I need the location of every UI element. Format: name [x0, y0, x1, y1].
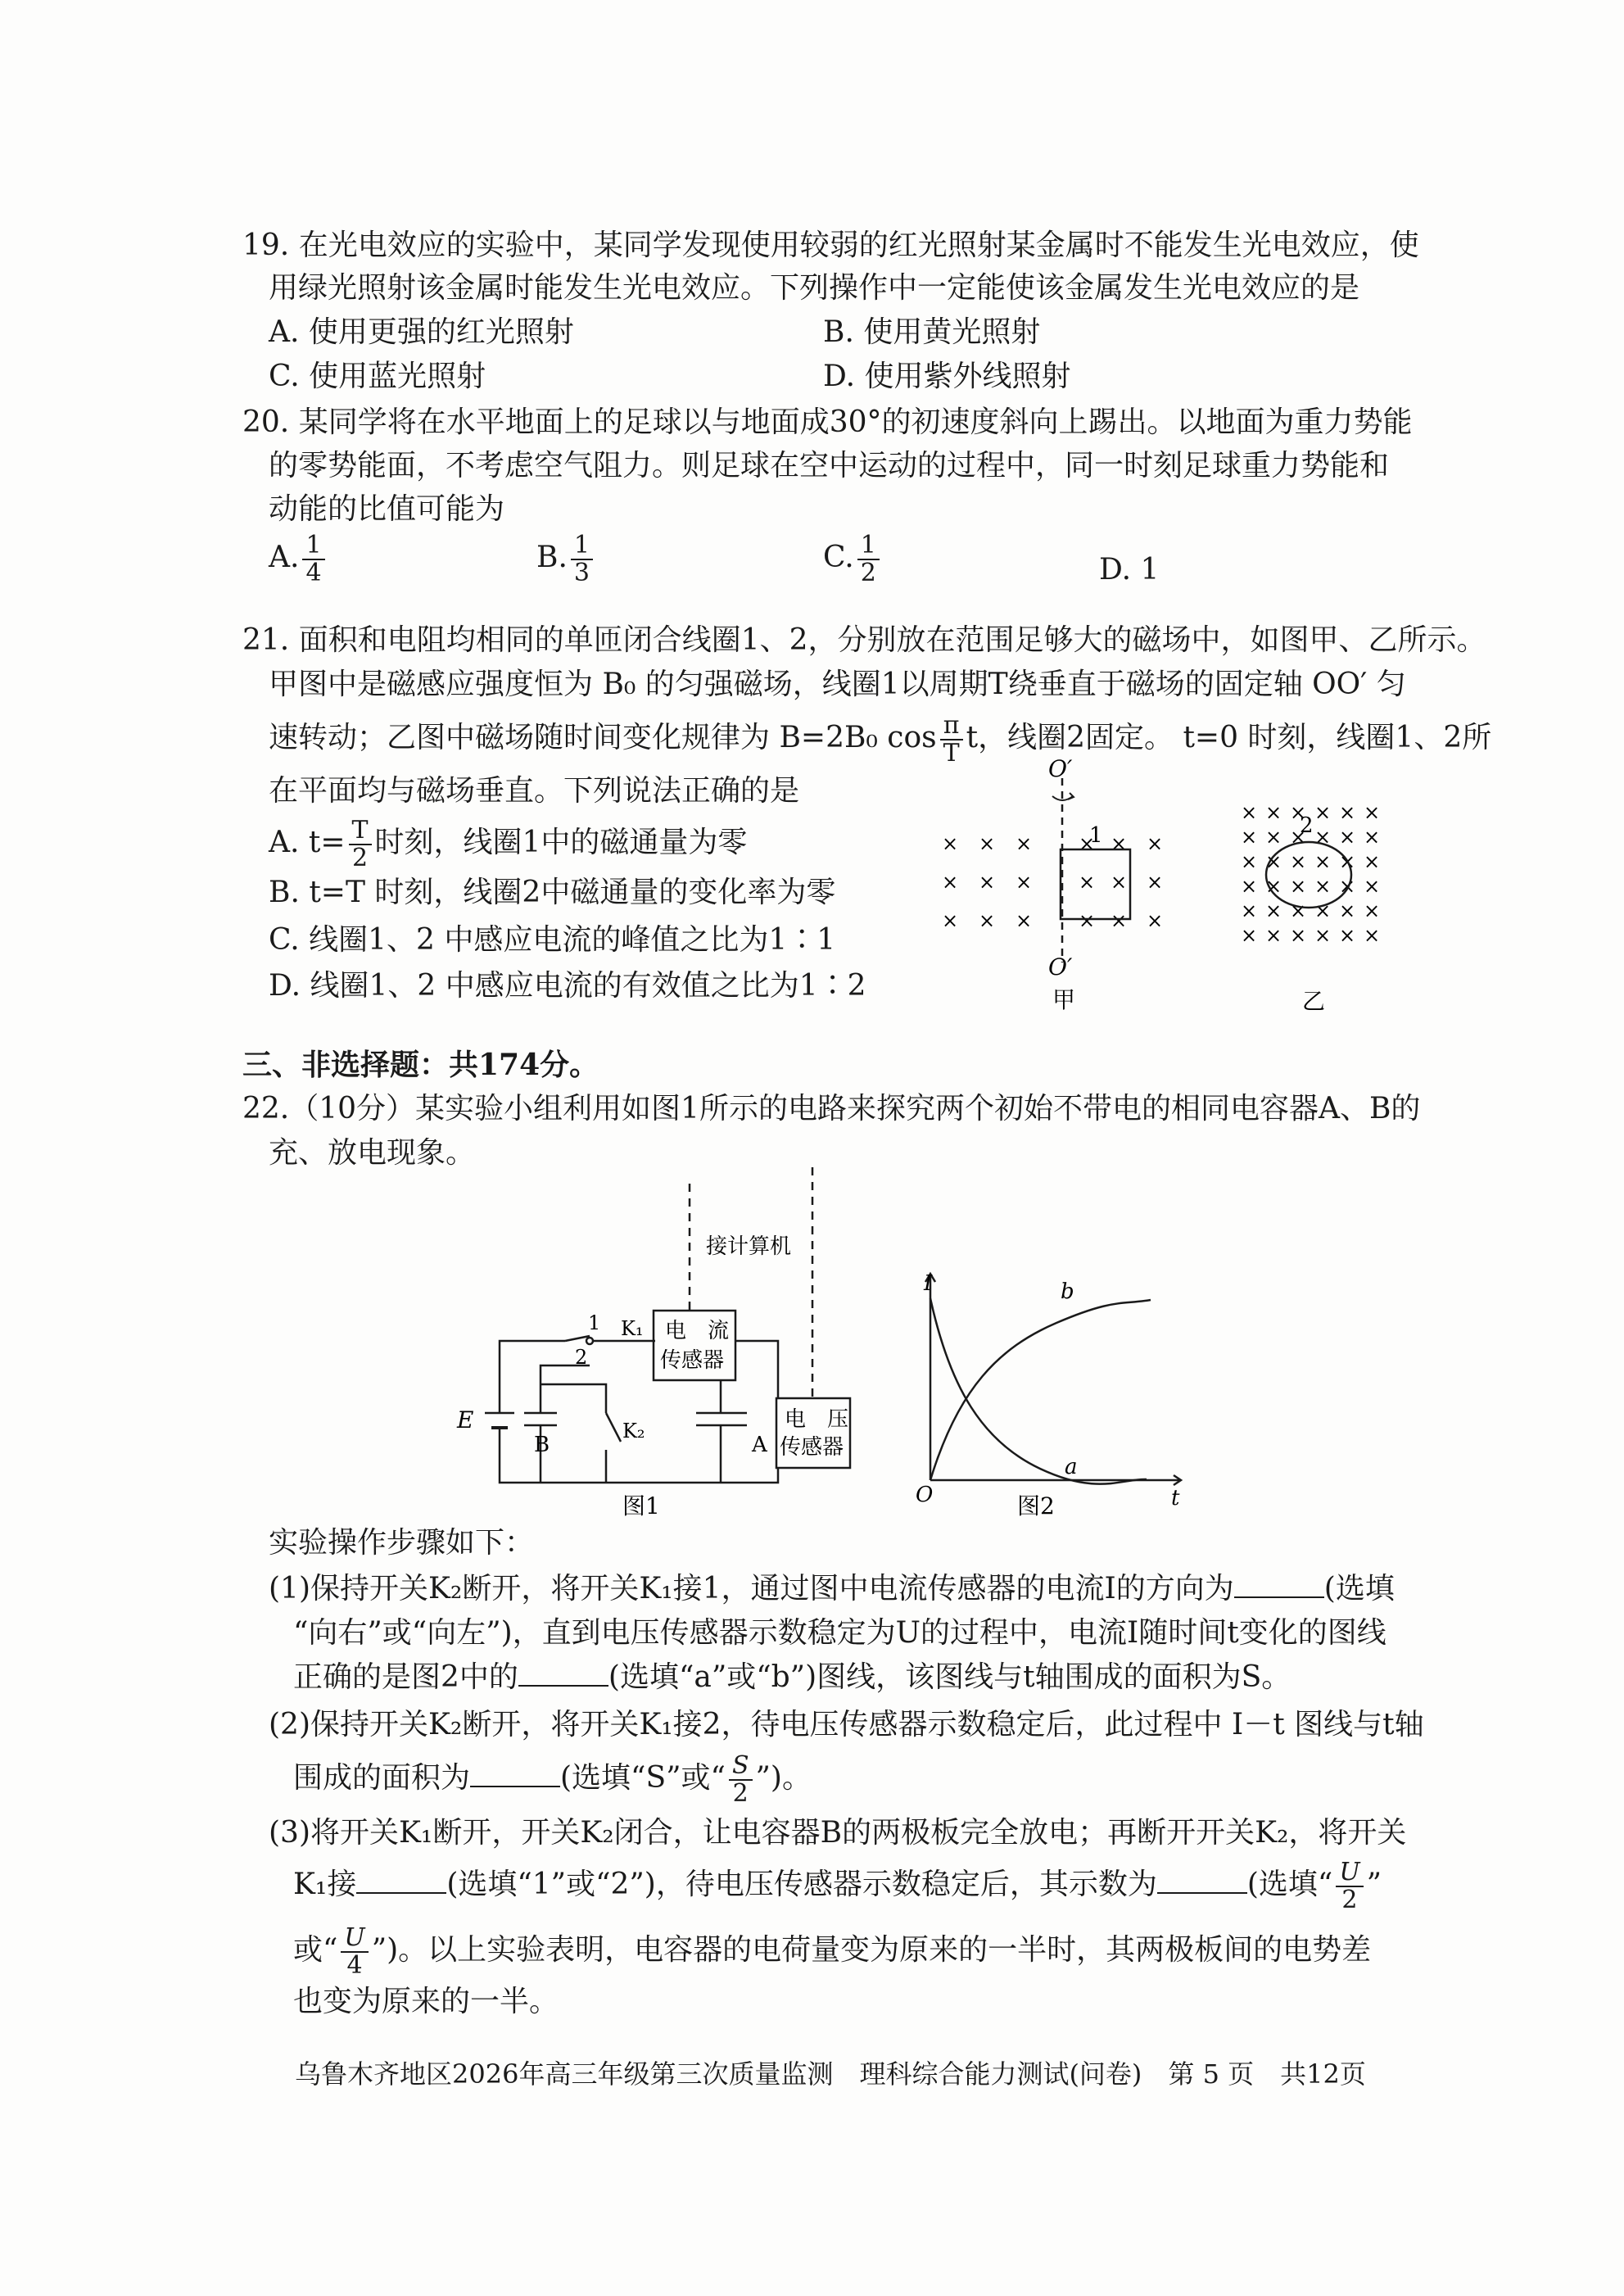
field-cross-icon: × — [1241, 875, 1258, 898]
label-i: I — [924, 1271, 933, 1296]
caption-figure-2: 图2 — [1017, 1492, 1055, 1519]
step-3-line-1: (3)将开关K₁断开，开关K₂闭合，让电容器B的两极板完全放电；再断开开关K₂，将开关 — [269, 1816, 1407, 1850]
field-cross-icon: × — [1111, 832, 1128, 855]
field-cross-icon: × — [1241, 826, 1258, 849]
answer-blank — [470, 1761, 560, 1787]
step-3-line-3: 或“ $\frac{U}{4}$ ”)。以上实验表明，电容器的电荷量变为原来的一半时，其两极板间的电势差 — [293, 1923, 1372, 1980]
field-cross-icon: × — [942, 832, 959, 855]
switch-k2-blade — [606, 1413, 621, 1442]
q21-option-b: B. t=T 时刻，线圈2中磁通量的变化率为零 — [269, 876, 836, 909]
label-a: A — [752, 1433, 767, 1457]
figure-2-graph — [893, 1266, 1196, 1519]
q19-option-c: C. 使用蓝光照射 — [269, 360, 486, 393]
label-b: b — [1061, 1279, 1074, 1304]
field-cross-icon: × — [1265, 850, 1282, 873]
field-cross-icon: × — [1314, 875, 1332, 898]
label-k2: K₂ — [622, 1420, 645, 1442]
field-cross-icon: × — [1364, 850, 1381, 873]
field-cross-icon: × — [942, 871, 959, 894]
page-footer: 乌鲁木齐地区2026年高三年级第三次质量监测 理科综合能力测试(问卷) 第 5 页 共12页 — [295, 2058, 1366, 2090]
field-cross-icon: × — [1314, 924, 1332, 947]
field-cross-icon: × — [1241, 850, 1258, 873]
field-cross-icon: × — [1265, 826, 1282, 849]
caption-yi: 乙 — [1302, 988, 1326, 1015]
caption-figure-1: 图1 — [622, 1492, 660, 1519]
q20-line-2: 的零势能面，不考虑空气阻力。则足球在空中运动的过程中，同一时刻足球重力势能和 — [269, 449, 1390, 482]
label-current-sensor-2: 传感器 — [660, 1348, 725, 1373]
field-cross-icon: × — [1241, 899, 1258, 922]
wire — [735, 1341, 778, 1398]
label-current-sensor-1: 电 流 — [665, 1319, 730, 1343]
fraction: $\frac{1}{4}$ — [302, 532, 324, 586]
q20-option-d: D. 1 — [1099, 553, 1160, 586]
fraction: $\frac{\pi}{T}$ — [940, 713, 963, 767]
wire — [741, 1468, 778, 1483]
label-a: a — [1065, 1455, 1078, 1479]
field-cross-icon: × — [1016, 909, 1033, 932]
wire — [541, 1365, 590, 1413]
step-3-line-4: 也变为原来的一半。 — [293, 1985, 559, 2018]
field-cross-icon: × — [1265, 924, 1282, 947]
label-voltage-sensor-1: 电 压 — [785, 1407, 849, 1432]
switch-k1-pivot — [586, 1338, 593, 1344]
steps-intro: 实验操作步骤如下： — [269, 1526, 535, 1560]
q21-figures — [917, 754, 1425, 1024]
wire — [541, 1384, 606, 1413]
q20-line-3: 动能的比值可能为 — [269, 492, 505, 526]
curve-a — [930, 1298, 1147, 1484]
label-voltage-sensor-2: 传感器 — [780, 1435, 844, 1460]
q21-line-1: 21. 面积和电阻均相同的单匝闭合线圈1、2，分别放在范围足够大的磁场中，如图甲、乙所示。 — [242, 623, 1486, 657]
q21-option-c: C. 线圈1、2 中感应电流的峰值之比为1∶1 — [269, 923, 836, 957]
field-cross-icon: × — [1290, 899, 1307, 922]
label-coil-2: 2 — [1300, 813, 1314, 838]
label-o: O — [916, 1483, 934, 1507]
q19-line-2: 用绿光照射该金属时能发生光电效应。下列操作中一定能使该金属发生光电效应的是 — [269, 271, 1360, 305]
curve-b — [930, 1300, 1151, 1480]
label-o-bottom: O′ — [1048, 953, 1073, 980]
label-coil-1: 1 — [1089, 823, 1103, 848]
field-cross-icon: × — [1290, 875, 1307, 898]
field-cross-icon: × — [1364, 826, 1381, 849]
field-cross-icon: × — [1364, 899, 1381, 922]
answer-blank — [518, 1660, 608, 1687]
field-cross-icon: × — [979, 871, 996, 894]
answer-blank — [1157, 1868, 1247, 1894]
field-cross-icon: × — [1290, 924, 1307, 947]
field-cross-icon: × — [942, 909, 959, 932]
field-cross-icon: × — [1364, 875, 1381, 898]
field-cross-icon: × — [1079, 871, 1096, 894]
fraction: $\frac{1}{3}$ — [571, 532, 593, 586]
field-cross-icon: × — [1314, 826, 1332, 849]
field-cross-icon: × — [1290, 826, 1307, 849]
q20-option-a: A. $\frac{1}{4}$ — [269, 532, 328, 586]
figure-1-circuit — [442, 1167, 868, 1519]
label-o-top: O′ — [1048, 755, 1073, 782]
field-cross-icon: × — [979, 909, 996, 932]
field-cross-icon: × — [1314, 850, 1332, 873]
field-cross-icon: × — [1314, 899, 1332, 922]
arrowhead-icon — [1068, 793, 1074, 799]
field-cross-icon: × — [1147, 832, 1164, 855]
field-cross-icon: × — [1364, 924, 1381, 947]
q20-line-1: 20. 某同学将在水平地面上的足球以与地面成30°的初速度斜向上踢出。以地面为重力势能 — [242, 405, 1413, 439]
step-1-line-3: 正确的是图2中的 (选填“a”或“b”)图线，该图线与t轴围成的面积为S。 — [293, 1660, 1292, 1694]
field-cross-icon: × — [1314, 801, 1332, 824]
label-pos-1: 1 — [588, 1311, 601, 1334]
field-cross-icon: × — [1339, 850, 1356, 873]
field-cross-icon: × — [1241, 924, 1258, 947]
field-cross-icon: × — [1241, 801, 1258, 824]
q20-option-c: C. $\frac{1}{2}$ — [823, 532, 883, 586]
field-cross-icon: × — [1339, 924, 1356, 947]
field-cross-icon: × — [1111, 909, 1128, 932]
fraction: $\frac{1}{2}$ — [857, 532, 880, 586]
label-pos-2: 2 — [575, 1346, 588, 1369]
field-cross-icon: × — [1339, 801, 1356, 824]
fraction: $\frac{U}{2}$ — [1336, 1859, 1363, 1913]
q21-line-4: 在平面均与磁场垂直。下列说法正确的是 — [269, 774, 800, 808]
field-cross-icon: × — [1339, 826, 1356, 849]
q21-option-d: D. 线圈1、2 中感应电流的有效值之比为1∶2 — [269, 969, 866, 1003]
label-e: E — [457, 1406, 474, 1433]
field-cross-icon: × — [1079, 909, 1096, 932]
label-k1: K₁ — [621, 1317, 644, 1340]
q19-option-d: D. 使用紫外线照射 — [823, 360, 1071, 393]
q19-line-1: 19. 在光电效应的实验中，某同学发现使用较弱的红光照射某金属时不能发生光电效应，使 — [242, 229, 1419, 262]
fraction: $\frac{U}{4}$ — [341, 1925, 368, 1979]
q21-line-3: 速转动；乙图中磁场随时间变化规律为 B=2B₀ cos $\frac{\pi}{T}$ t，线圈2固定。 t=0 时刻，线圈1、2所 — [269, 711, 1492, 768]
wire — [500, 1341, 565, 1413]
caption-jia: 甲 — [1052, 986, 1076, 1013]
field-cross-icon: × — [1364, 801, 1381, 824]
field-cross-icon: × — [1016, 871, 1033, 894]
field-cross-icon: × — [1265, 875, 1282, 898]
field-cross-icon: × — [1265, 801, 1282, 824]
q21-option-a: A. t= $\frac{T}{2}$ 时刻，线圈1中的磁通量为零 — [269, 816, 748, 872]
q22-line-2: 充、放电现象。 — [269, 1136, 476, 1170]
q19-option-b: B. 使用黄光照射 — [823, 315, 1041, 349]
step-3-line-2: K₁接 (选填“1”或“2”)，待电压传感器示数稳定后，其示数为 (选填“ $\frac{U}{2}$ ” — [293, 1858, 1382, 1914]
field-cross-icon: × — [1339, 899, 1356, 922]
fraction: $\frac{T}{2}$ — [349, 817, 372, 872]
field-cross-icon: × — [1290, 801, 1307, 824]
step-2-line-2: 围成的面积为 (选填“S”或“ $\frac{S}{2}$ ”)。 — [293, 1751, 812, 1808]
field-cross-icon: × — [1111, 871, 1128, 894]
label-computer: 接计算机 — [706, 1234, 792, 1259]
label-t: t — [1171, 1486, 1180, 1510]
field-cross-icon: × — [1147, 871, 1164, 894]
q22-line-1: 22.（10分）某实验小组利用如图1所示的电路来探究两个初始不带电的相同电容器A、B的 — [242, 1092, 1421, 1125]
field-cross-icon: × — [1265, 899, 1282, 922]
field-cross-icon: × — [1079, 832, 1096, 855]
q20-option-b: B. $\frac{1}{3}$ — [536, 532, 596, 586]
step-2-line-1: (2)保持开关K₂断开，将开关K₁接2，待电压传感器示数稳定后，此过程中 I－t 图线与t轴 — [269, 1708, 1424, 1741]
label-b: B — [534, 1433, 550, 1457]
field-cross-icon: × — [1339, 875, 1356, 898]
q19-option-a: A. 使用更强的红光照射 — [269, 315, 574, 349]
fraction: $\frac{S}{2}$ — [729, 1753, 753, 1807]
field-cross-icon: × — [1147, 909, 1164, 932]
answer-blank — [356, 1868, 446, 1894]
section-3-heading: 三、非选择题：共174分。 — [242, 1048, 599, 1082]
answer-blank — [1234, 1572, 1324, 1598]
step-1-line-2: “向右”或“向左”)，直到电压传感器示数稳定为U的过程中，电流I随时间t变化的图线 — [293, 1616, 1387, 1650]
step-1-line-1: (1)保持开关K₂断开，将开关K₁接1，通过图中电流传感器的电流I的方向为 (选填 — [269, 1572, 1395, 1605]
field-cross-icon: × — [979, 832, 996, 855]
field-cross-icon: × — [1290, 850, 1307, 873]
q21-line-2: 甲图中是磁感应强度恒为 B₀ 的匀强磁场，线圈1以周期T绕垂直于磁场的固定轴 OO′ 匀 — [269, 668, 1406, 701]
field-cross-icon: × — [1016, 832, 1033, 855]
